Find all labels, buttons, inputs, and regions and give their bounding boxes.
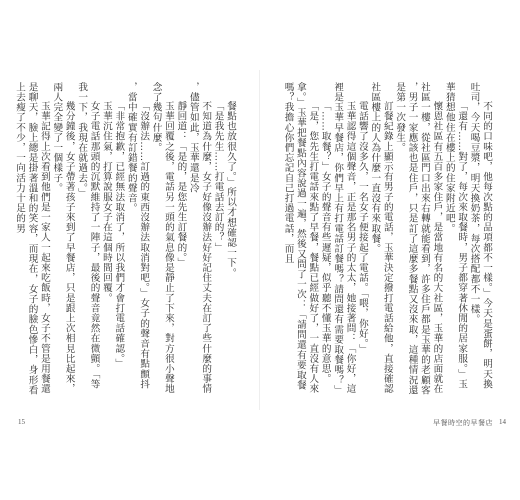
- paragraph: 幾分鐘後，女子帶著孩子來到了早餐店，只是跟上次相見比起來，兩人完全變了一個樣子。: [51, 82, 75, 395]
- paragraph: 「還有……對了，每次來取餐時，男子都穿著休閒的居家服。」玉華猜想他住在樓上的住家附近吧。: [443, 82, 468, 390]
- paragraph: 玉華回覆之後，電話另一頭的氣息像是靜止了下來，對方很小聲地念了幾句什麼。: [150, 82, 174, 395]
- paragraph: 「沒辦法……訂過的東西沒辦法取消對吧。」女子的聲音有點顫抖，當中確實有訂錯餐的聲音。: [125, 82, 150, 390]
- paragraph: 餐點也放很久了。」所以才想確認一下。: [225, 101, 236, 279]
- right-page: [260, 0, 520, 500]
- paragraph: 「非常抱歉，已經無法取消了，所以我們才會打電話確認。」: [113, 101, 125, 370]
- paragraph: 懷恩社區有五百多家住戶，是當地有名的大社區，玉華的店面就在社區一樓，從社區門口出來右轉就能看到，許多住戶都是玉華的老顧客，男子一家應該也是住戶，只是訂了這麼多餐點又沒來取，這種情況還是第一次發生。: [394, 82, 443, 396]
- running-title: 早餐時空的早餐店: [433, 419, 493, 427]
- paragraph: 玉華認得這個聲音，正是那名男子的太太，她接著問：「你好，這裡是玉華早餐店，你們早上有打電話訂餐嗎？請問還有需要取餐嗎？」: [332, 82, 356, 396]
- paragraph: 「……取餐？」女子的聲音有些遲疑，似乎聽不懂玉華的意思。: [319, 101, 331, 384]
- paragraph: 靜回道：「是的，是您先生訂餐的。」: [175, 101, 187, 269]
- paragraph: 電話響了沒多久，一名女子便接起了電話。「喂，你好。」: [356, 101, 368, 355]
- left-page-number: 15: [18, 418, 25, 426]
- paragraph: 玉華沉住氣，打算說服女子在這個時間回覆。: [100, 101, 112, 304]
- paragraph: 訂餐紀錄上顯示有男子的電話，玉華決定撥打電話給他，直接確認社區樓上的人為什麼一直沒有來取餐。: [369, 82, 393, 395]
- paragraph: 「是，您先生打電話來點了早餐，餐點已經做好了，一直沒有人來拿。」玉華把餐點內容說過一遍，然後又問了一次：「請問還有要取餐嗎？我擔心你們忘記自己打過電話，而且: [282, 82, 319, 395]
- right-page-number: 14: [499, 418, 506, 426]
- right-page-body: [276, 82, 492, 397]
- paragraph: 不知道為什麼，女子好像沒辦法好好記住丈夫在訂了些什麼的事情，儘管如此，玉華還是冷: [187, 82, 212, 395]
- paragraph: 不同的口味吧，他每次點的品項都不一樣。」今天是蛋餅，明天換吐司，今天喝豆漿，明天換奶茶，每次搭配都不一樣。: [468, 82, 492, 390]
- paragraph: 玉華記得上次看到他們是一家人一起來吃飯時，女子不管是用餐還是聊天，臉上總是掛著溫和的笑容，而現在，女子的臉色慘白，身形看上去瘦了不少，一向活力十足的男: [14, 82, 50, 396]
- paragraph: 女子電話那頭的沉默維持了一陣子，最後的聲音竟然在微顫。「等我一下，我現在就過去。」: [76, 82, 100, 390]
- left-page-body: [14, 82, 236, 397]
- paragraph: 「是我先生……打電話去訂的？」: [212, 101, 224, 253]
